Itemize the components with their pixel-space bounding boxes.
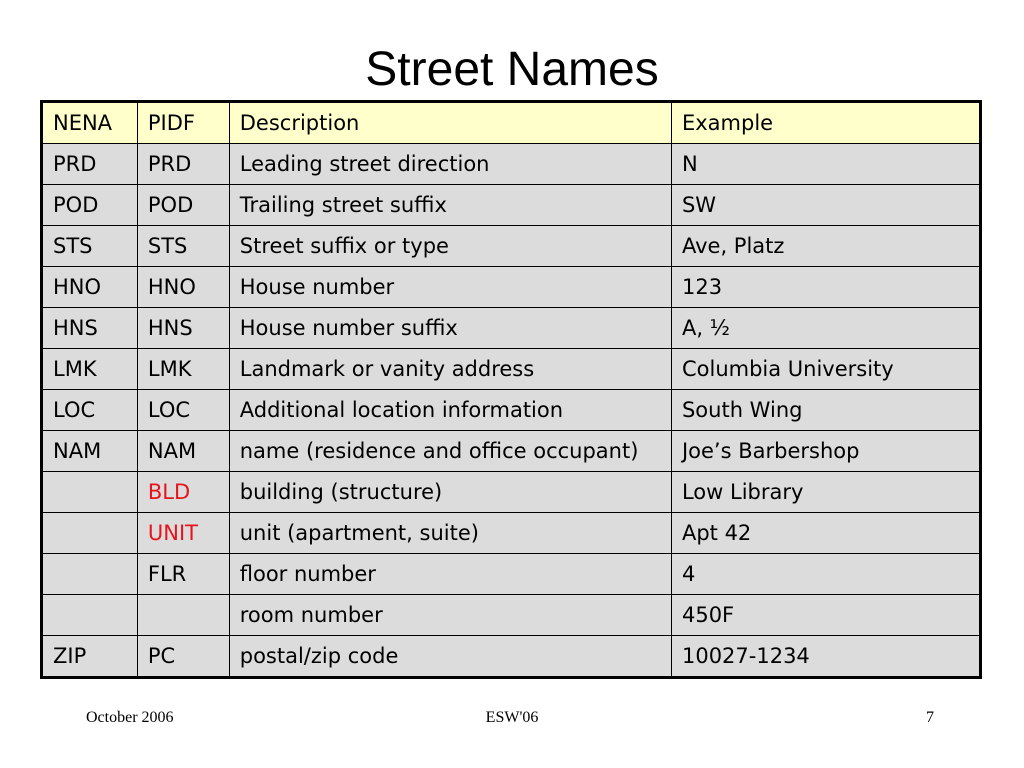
example-cell: Joe’s Barbershop [671,431,980,472]
pidf-cell: BLD [137,472,229,513]
description-cell: Landmark or vanity address [229,349,671,390]
table-row [42,144,981,185]
pidf-cell: LOC [137,390,229,431]
table-row [42,636,981,678]
street-names-table [40,100,982,679]
nena-cell: HNO [42,267,138,308]
pidf-cell: PRD [137,144,229,185]
pidf-cell: NAM [137,431,229,472]
nena-cell [42,554,138,595]
description-cell: building (structure) [229,472,671,513]
table-header-row [42,102,981,144]
description-cell: Additional location information [229,390,671,431]
pidf-cell: FLR [137,554,229,595]
slide-title: Street Names [365,43,659,96]
nena-cell: LMK [42,349,138,390]
nena-cell: LOC [42,390,138,431]
table-row [42,390,981,431]
description-cell: postal/zip code [229,636,671,678]
nena-cell: STS [42,226,138,267]
table-body [42,144,981,678]
footer-event: ESW'06 [485,709,539,726]
nena-cell [42,595,138,636]
table-row [42,554,981,595]
header-pidf: PIDF [137,102,229,144]
description-cell: House number suffix [229,308,671,349]
pidf-cell: PC [137,636,229,678]
example-cell: 4 [671,554,980,595]
description-cell: room number [229,595,671,636]
table-row [42,595,981,636]
nena-cell: PRD [42,144,138,185]
nena-cell [42,472,138,513]
example-cell: South Wing [671,390,980,431]
header-nena: NENA [42,102,138,144]
table-row [42,267,981,308]
nena-cell: ZIP [42,636,138,678]
table-row [42,431,981,472]
pidf-cell [137,595,229,636]
example-cell: 450F [671,595,980,636]
pidf-cell: LMK [137,349,229,390]
description-cell: Leading street direction [229,144,671,185]
table-row [42,349,981,390]
description-cell: unit (apartment, suite) [229,513,671,554]
pidf-cell: HNO [137,267,229,308]
header-description: Description [229,102,671,144]
description-cell: House number [229,267,671,308]
pidf-cell: UNIT [137,513,229,554]
pidf-cell: STS [137,226,229,267]
header-example: Example [671,102,980,144]
table-row [42,185,981,226]
nena-cell [42,513,138,554]
nena-cell: NAM [42,431,138,472]
pidf-cell: HNS [137,308,229,349]
example-cell: Ave, Platz [671,226,980,267]
nena-cell: POD [42,185,138,226]
description-cell: Street suffix or type [229,226,671,267]
description-cell: Trailing street suffix [229,185,671,226]
nena-cell: HNS [42,308,138,349]
example-cell: 123 [671,267,980,308]
example-cell: 10027-1234 [671,636,980,678]
footer-date: October 2006 [86,709,174,726]
pidf-cell: POD [137,185,229,226]
example-cell: SW [671,185,980,226]
example-cell: A, ½ [671,308,980,349]
footer-page-number: 7 [926,709,934,726]
table-row [42,513,981,554]
table-row [42,226,981,267]
description-cell: name (residence and office occupant) [229,431,671,472]
description-cell: floor number [229,554,671,595]
example-cell: Columbia University [671,349,980,390]
example-cell: Apt 42 [671,513,980,554]
table-row [42,308,981,349]
example-cell: N [671,144,980,185]
table-row [42,472,981,513]
example-cell: Low Library [671,472,980,513]
